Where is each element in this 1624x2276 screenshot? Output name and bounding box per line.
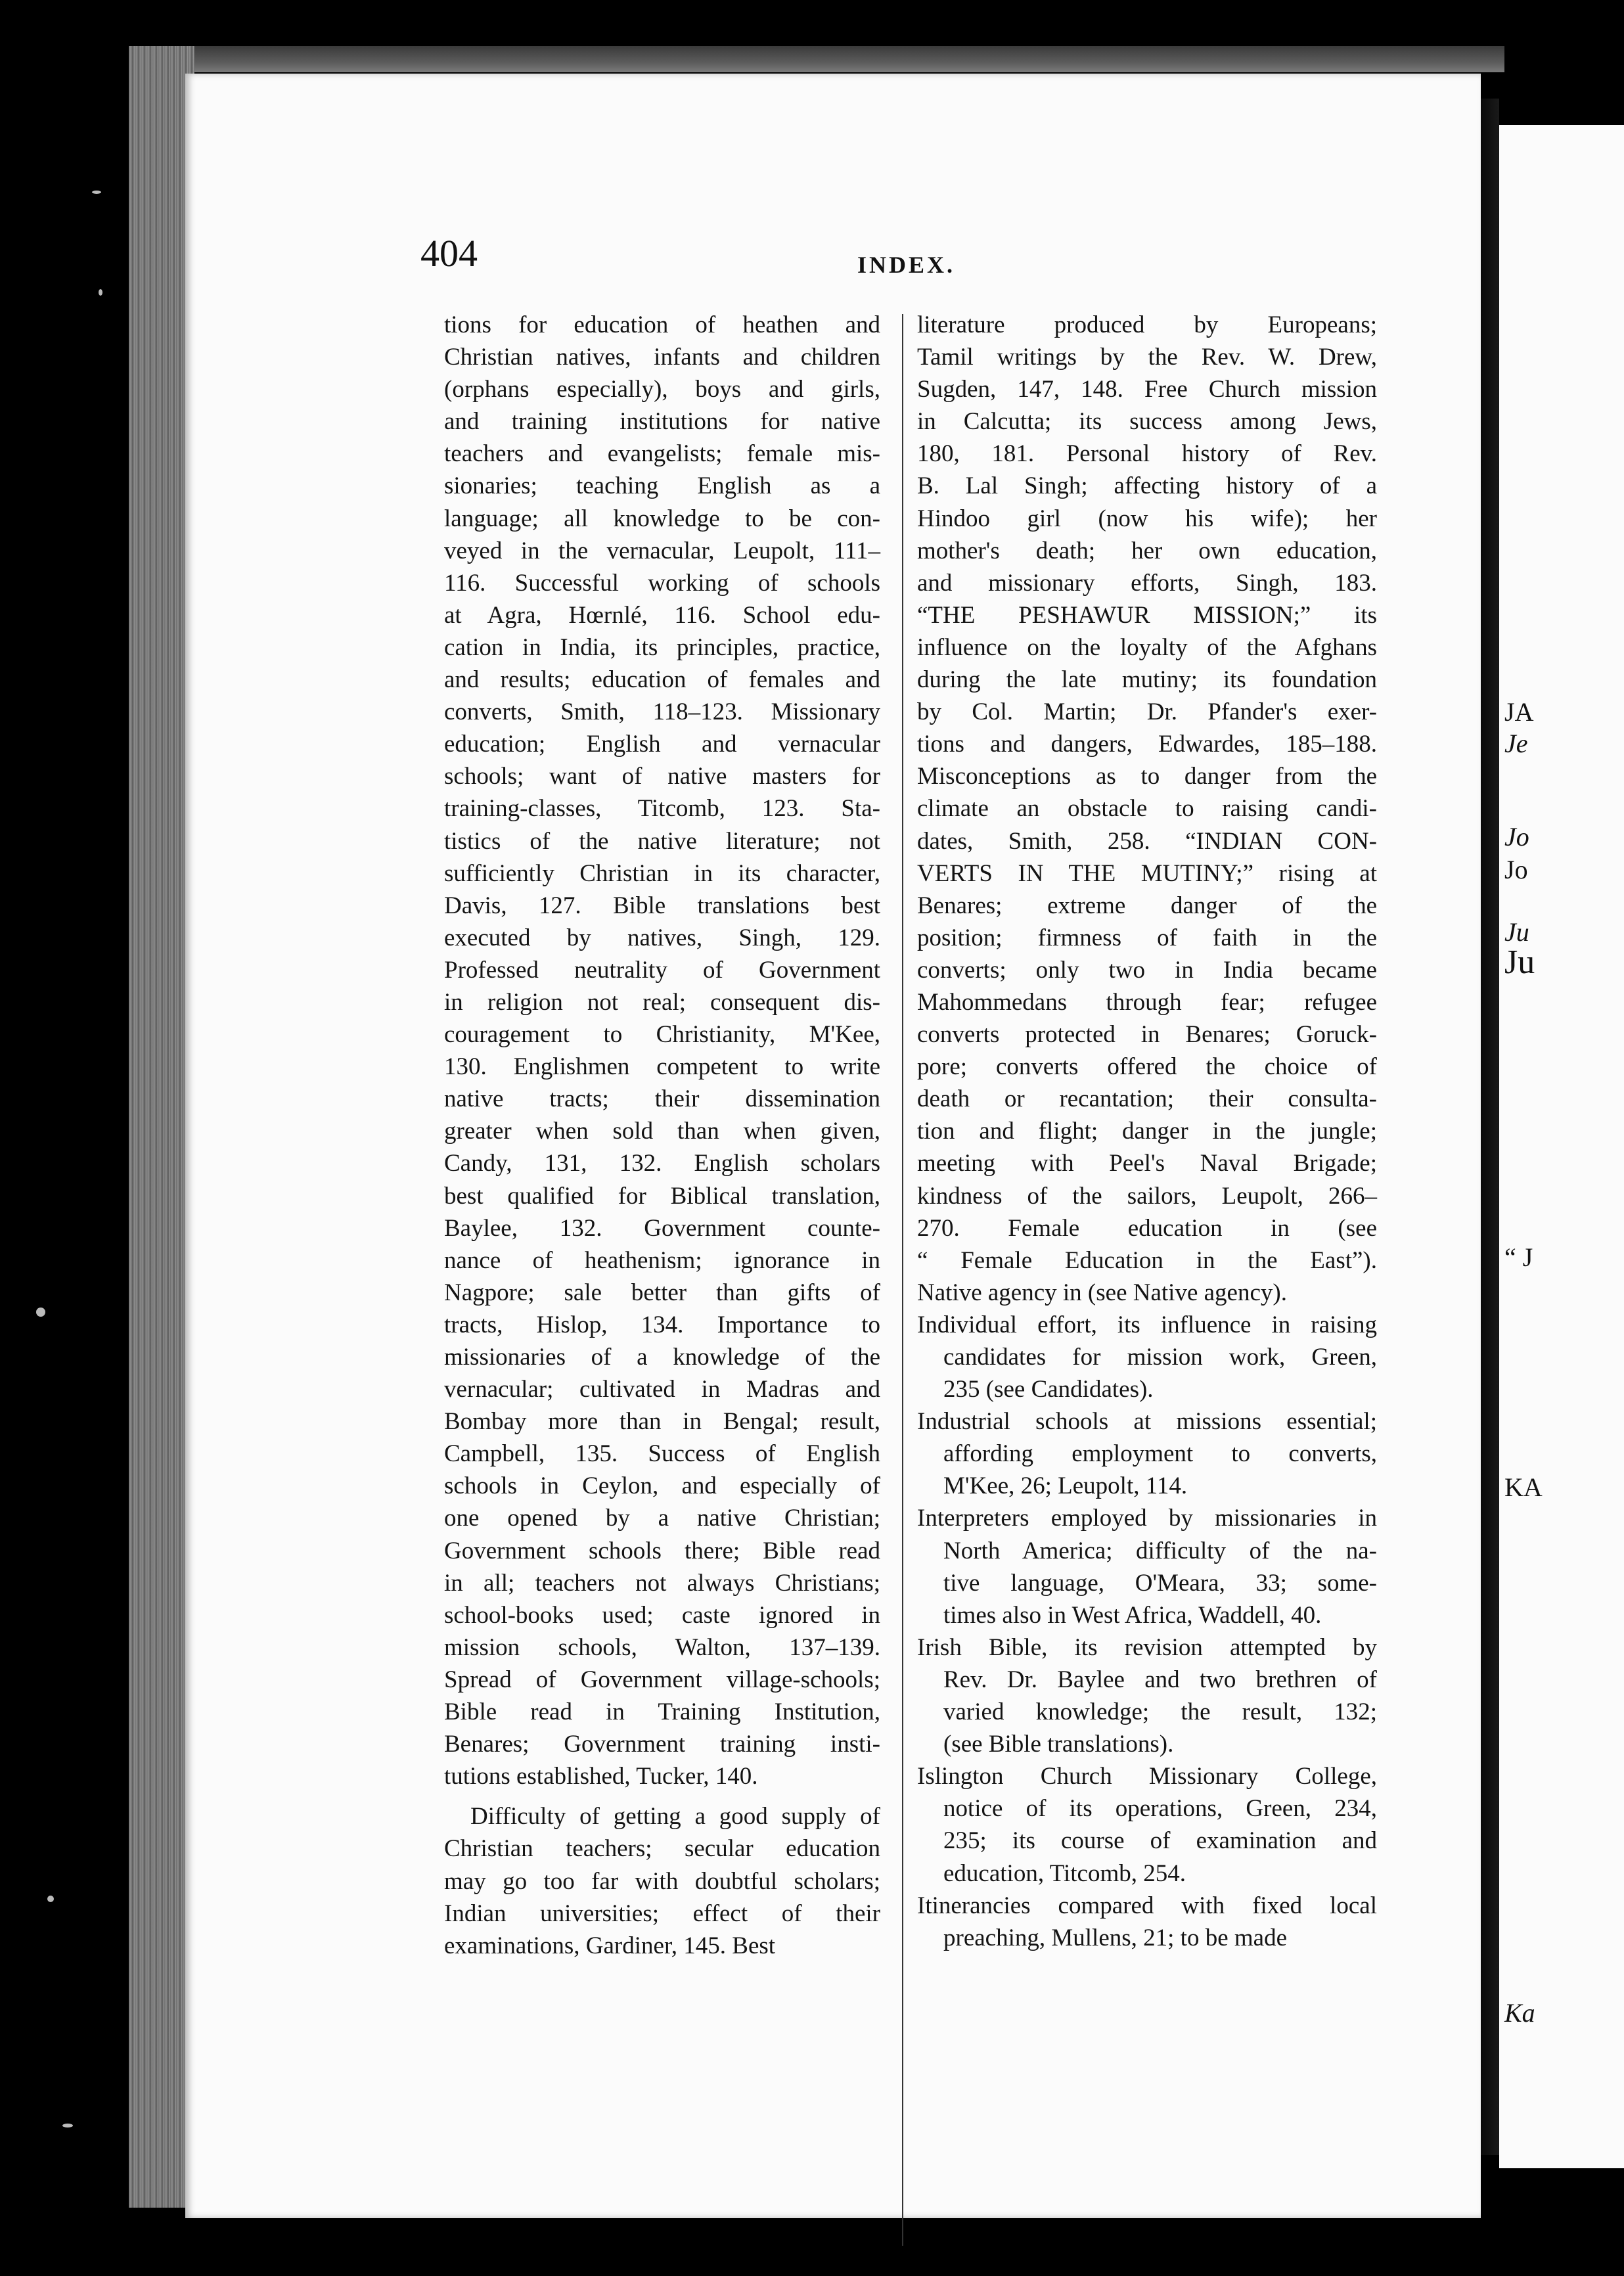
index-line: Bible read in Training Institution,	[444, 1698, 880, 1726]
index-line: executed by natives, Singh, 129.	[444, 924, 880, 951]
index-line: Islington Church Missionary College,	[917, 1763, 1377, 1790]
index-line: in Calcutta; its success among Jews,	[917, 408, 1377, 436]
margin-speck	[36, 1308, 45, 1317]
facing-fragment: KA	[1504, 1472, 1543, 1502]
index-line: Rev. Dr. Baylee and two brethren of	[943, 1666, 1377, 1693]
index-line: native tracts; their dissemination	[444, 1085, 880, 1113]
index-line: cation in India, its principles, practice,	[444, 633, 880, 661]
index-line: converts protected in Benares; Goruck-	[917, 1021, 1377, 1049]
index-line: (see Bible translations).	[943, 1731, 1174, 1758]
margin-speck	[92, 191, 101, 194]
index-line: (orphans especially), boys and girls,	[444, 376, 880, 403]
facing-fragment: Ju	[1504, 917, 1529, 947]
column-rule	[902, 314, 903, 2246]
index-line: 180, 181. Personal history of Rev.	[917, 440, 1377, 468]
index-line: Baylee, 132. Government counte-	[444, 1214, 880, 1242]
index-line: meeting with Peel's Naval Brigade;	[917, 1150, 1377, 1177]
index-line: schools in Ceylon, and especially of	[444, 1472, 880, 1500]
facing-page	[1499, 125, 1624, 2168]
index-line: nance of heathenism; ignorance in	[444, 1246, 880, 1274]
index-line: Native agency in (see Native agency).	[917, 1279, 1287, 1306]
index-line: Sugden, 147, 148. Free Church mission	[917, 376, 1377, 403]
index-line: Benares; extreme danger of the	[917, 892, 1377, 919]
index-line: Individual effort, its influence in raising	[917, 1311, 1377, 1338]
facing-fragment: JA	[1504, 697, 1534, 727]
index-line: Interpreters employed by missionaries in	[917, 1505, 1377, 1532]
gutter-shadow	[1481, 99, 1499, 2155]
index-line: education, Titcomb, 254.	[943, 1859, 1186, 1887]
index-line: VERTS IN THE MUTINY;” rising at	[917, 859, 1377, 887]
index-line: mission schools, Walton, 137–139.	[444, 1633, 880, 1661]
index-line: Itinerancies compared with fixed local	[917, 1892, 1377, 1919]
index-line: kindness of the sailors, Leupolt, 266–	[917, 1182, 1377, 1210]
index-line: varied knowledge; the result, 132;	[943, 1698, 1377, 1726]
index-line: best qualified for Biblical translation,	[444, 1182, 880, 1210]
index-line: “THE PESHAWUR MISSION;” its	[917, 601, 1377, 629]
index-line: Indian universities; effect of their	[444, 1900, 880, 1927]
index-line: Industrial schools at missions essential;	[917, 1408, 1377, 1436]
index-line: and training institutions for native	[444, 408, 880, 436]
index-line: pore; converts offered the choice of	[917, 1053, 1377, 1081]
facing-fragment: Je	[1504, 729, 1528, 758]
index-line: at Agra, Hœrnlé, 116. School edu-	[444, 601, 880, 629]
index-line: tracts, Hislop, 134. Importance to	[444, 1311, 880, 1338]
index-line: Benares; Government training insti-	[444, 1731, 880, 1758]
index-line: 235; its course of examination and	[943, 1827, 1377, 1855]
index-line: converts, Smith, 118–123. Missionary	[444, 698, 880, 726]
running-head: INDEX.	[857, 252, 956, 278]
index-line: dates, Smith, 258. “INDIAN CON-	[917, 827, 1377, 855]
index-line: missionaries of a knowledge of the	[444, 1344, 880, 1371]
index-line: M'Kee, 26; Leupolt, 114.	[943, 1472, 1188, 1500]
index-line: Government schools there; Bible read	[444, 1537, 880, 1564]
index-line: examinations, Gardiner, 145. Best	[444, 1932, 776, 1959]
index-line: Christian teachers; secular education	[444, 1835, 880, 1863]
index-line: sufficiently Christian in its character,	[444, 859, 880, 887]
index-line: “ Female Education in the East”).	[917, 1246, 1377, 1274]
index-line: one opened by a native Christian;	[444, 1505, 880, 1532]
facing-fragment: Ju	[1504, 944, 1535, 981]
index-line: tutions established, Tucker, 140.	[444, 1763, 758, 1790]
index-line: Campbell, 135. Success of English	[444, 1440, 880, 1468]
index-line: converts; only two in India became	[917, 956, 1377, 984]
index-line: 130. Englishmen competent to write	[444, 1053, 880, 1081]
index-line: during the late mutiny; its foundation	[917, 666, 1377, 694]
index-line: may go too far with doubtful scholars;	[444, 1867, 880, 1895]
index-line: teachers and evangelists; female mis-	[444, 440, 880, 468]
index-line: 270. Female education in (see	[917, 1214, 1377, 1242]
index-line: mother's death; her own education,	[917, 537, 1377, 564]
margin-speck	[47, 1896, 54, 1902]
index-line: death or recantation; their consulta-	[917, 1085, 1377, 1113]
index-line: Mahommedans through fear; refugee	[917, 988, 1377, 1016]
index-line: literature produced by Europeans;	[917, 311, 1377, 338]
index-line: tive language, O'Meara, 33; some-	[943, 1569, 1377, 1597]
index-line: 116. Successful working of schools	[444, 569, 880, 597]
index-line: Difficulty of getting a good supply of	[470, 1803, 880, 1831]
index-line: times also in West Africa, Waddell, 40.	[943, 1601, 1322, 1629]
index-line: and missionary efforts, Singh, 183.	[917, 569, 1377, 597]
index-line: sionaries; teaching English as a	[444, 472, 880, 500]
index-line: school-books used; caste ignored in	[444, 1601, 880, 1629]
index-line: Tamil writings by the Rev. W. Drew,	[917, 344, 1377, 371]
index-line: Spread of Government village-schools;	[444, 1666, 880, 1693]
index-line: Davis, 127. Bible translations best	[444, 892, 880, 919]
index-line: tion and flight; danger in the jungle;	[917, 1118, 1377, 1145]
index-line: Bombay more than in Bengal; result,	[444, 1408, 880, 1436]
margin-speck	[62, 2124, 73, 2128]
page-edges	[129, 46, 194, 2208]
index-line: education; English and vernacular	[444, 731, 880, 758]
index-line: B. Lal Singh; affecting history of a	[917, 472, 1377, 500]
index-line: Christian natives, infants and children	[444, 344, 880, 371]
index-line: by Col. Martin; Dr. Pfander's exer-	[917, 698, 1377, 726]
index-line: influence on the loyalty of the Afghans	[917, 633, 1377, 661]
right-column	[917, 309, 1377, 1954]
index-line: preaching, Mullens, 21; to be made	[943, 1924, 1288, 1951]
index-line: Hindoo girl (now his wife); her	[917, 505, 1377, 532]
facing-fragment: “ J	[1504, 1242, 1533, 1272]
page-number: 404	[420, 232, 478, 275]
index-line: veyed in the vernacular, Leupolt, 111–	[444, 537, 880, 564]
index-line: 235 (see Candidates).	[943, 1376, 1154, 1403]
index-line: tistics of the native literature; not	[444, 827, 880, 855]
index-line: Professed neutrality of Government	[444, 956, 880, 984]
index-line: tions for education of heathen and	[444, 311, 880, 338]
index-line: language; all knowledge to be con-	[444, 505, 880, 532]
paragraph-gap	[444, 1792, 880, 1800]
index-line: greater when sold than when given,	[444, 1118, 880, 1145]
facing-fragment: Jo	[1504, 855, 1528, 884]
index-line: candidates for mission work, Green,	[943, 1344, 1377, 1371]
index-line: vernacular; cultivated in Madras and	[444, 1376, 880, 1403]
index-line: Candy, 131, 132. English scholars	[444, 1150, 880, 1177]
facing-fragment: Ka	[1504, 1998, 1535, 2028]
index-line: Irish Bible, its revision attempted by	[917, 1633, 1377, 1661]
index-line: in religion not real; consequent dis-	[444, 988, 880, 1016]
index-line: affording employment to converts,	[943, 1440, 1377, 1468]
index-line: in all; teachers not always Christians;	[444, 1569, 880, 1597]
index-line: Misconceptions as to danger from the	[917, 763, 1377, 790]
facing-fragment: Jo	[1504, 822, 1529, 852]
index-line: Nagpore; sale better than gifts of	[444, 1279, 880, 1306]
index-line: tions and dangers, Edwardes, 185–188.	[917, 731, 1377, 758]
page-top-edge	[151, 46, 1504, 72]
index-line: schools; want of native masters for	[444, 763, 880, 790]
left-column	[444, 309, 880, 1962]
index-line: training-classes, Titcomb, 123. Sta-	[444, 795, 880, 823]
index-line: notice of its operations, Green, 234,	[943, 1795, 1377, 1823]
index-line: couragement to Christianity, M'Kee,	[444, 1021, 880, 1049]
margin-speck	[99, 289, 102, 296]
index-line: climate an obstacle to raising candi-	[917, 795, 1377, 823]
index-line: and results; education of females and	[444, 666, 880, 694]
index-line: North America; difficulty of the na-	[943, 1537, 1377, 1564]
index-line: position; firmness of faith in the	[917, 924, 1377, 951]
